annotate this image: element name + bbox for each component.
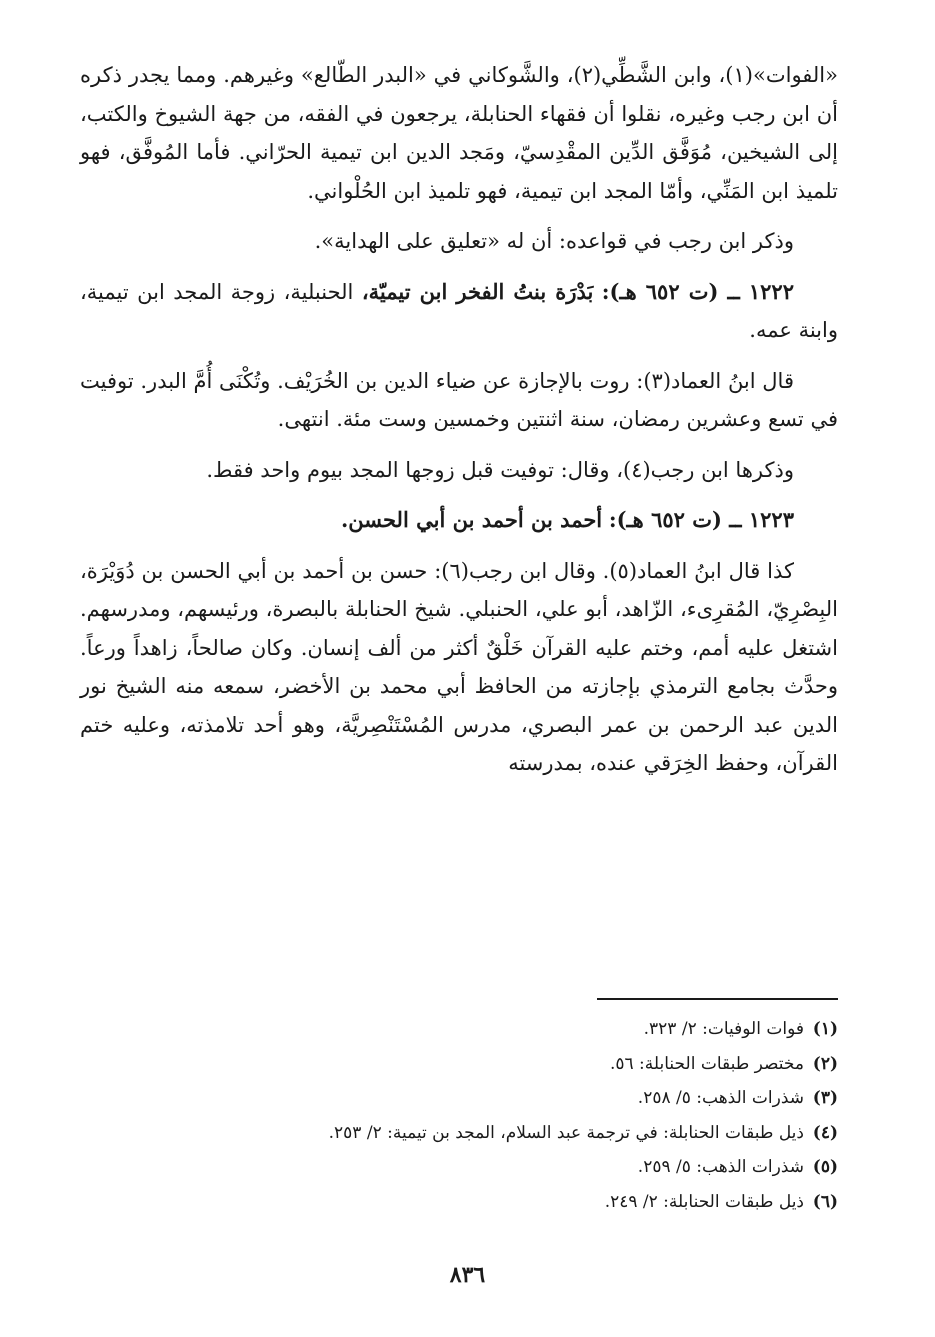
paragraph-rajab-qawaid: وذكر ابن رجب في قواعده: أن له «تعليق على الهداية». [314,229,794,253]
footnote-6 [80,1185,838,1220]
footnote-4 [80,1116,838,1151]
footnote-text: ذيل طبقات الحنابلة: في ترجمة عبد السلام، المجد بن تيمية: ٢/ ٢٥٣. [328,1122,804,1143]
entry-1222-rest: الحنبلية، زوجة المجد ابن تيمية، وابنة عمه. [80,279,838,342]
footnote-number: (١) [812,1019,838,1039]
entry-1223-name: أحمد بن أحمد بن أبي الحسن. [340,507,603,532]
footnote-text: مختصر طبقات الحنابلة: ٥٦. [609,1053,804,1074]
entry-1222-name: بَدْرَة بنتُ الفخر ابن تيميّة، [361,278,594,304]
entry-1222-number: ١٢٢٢ ــ (ت ٦٥٢ هـ): [601,278,794,304]
footnote-number: (٤) [812,1122,838,1143]
footnote-1 [80,1012,838,1047]
page-number: ٨٣٦ [449,1262,486,1288]
paragraph-ibn-duwayra: كذا قال ابنُ العماد(٥). وقال ابن رجب(٦): حسن بن أحمد بن أبي الحسن بن دُوَيْرَة، البِصْرِيّ، المُقرِىء، الزّاهد، أبو علي، الحنبلي. شيخ الحنابلة بالبصرة، ورئيسهم، ومدرسهم. اشتغل عليه أمم، وختم عليه القرآن خَلْقٌ أكثر من ألف إنسان. وكان صالحاً، زاهداً ورعاً. وحدَّث بجامع الترمذي بإجازته من الحافظ أبي محمد بن الأخضر، سمعه منه الشيخ نور الدين عبد الرحمن بن عمر البصري، مدرس المُسْتَنْصِريَّة، وهو أحد تلامذته، وعليه ختم القرآن، وحفظ الخِرَقي عنده، بمدرسته [80,558,838,775]
entry-1222 [80,273,838,350]
footnote-3 [80,1081,838,1116]
entry-1223 [80,501,838,540]
footnote-number: (٣) [812,1088,838,1108]
footnote-number: (٥) [812,1157,838,1177]
entry-1223-number: ١٢٢٣ ــ (ت ٦٥٢ هـ): [608,507,794,532]
paragraph-intro: «الفوات»(١)، وابن الشَّطِّي(٢)، والشَّوكاني في «البدر الطّالع» وغيرهم. ومما يجدر ذكره أن ابن رجب وغيره، نقلوا أن فقهاء الحنابلة، يرجعون في الفقه، من جهة الشيوخ والكتب، إلى الشيخين، مُوَفَّق الدِّين المقْدِسيّ، ومَجد الدين ابن تيمية الحرّاني. فأما المُوفَّق، فهو تلميذ ابن المَنِّي، وأمّا المجد ابن تيمية، فهو تلميذ ابن الحُلْواني. [80,63,838,203]
footnote-number: (٢) [812,1053,838,1074]
footnote-number: (٦) [812,1191,838,1212]
page-body [80,56,838,783]
footnote-text: شذرات الذهب: ٥/ ٢٥٩. [637,1157,804,1177]
footnotes [80,1012,838,1219]
footnote-5 [80,1150,838,1185]
paragraph-ibn-rajab-1: وذكرها ابن رجب(٤)، وقال: توفيت قبل زوجها المجد بيوم واحد فقط. [206,457,794,482]
footnote-text: شذرات الذهب: ٥/ ٢٥٨. [637,1088,804,1108]
footnote-text: ذيل طبقات الحنابلة: ٢/ ٢٤٩. [604,1191,804,1212]
footnote-divider [597,998,838,1000]
paragraph-ibn-imad-1: قال ابنُ العماد(٣): روت بالإجازة عن ضياء الدين بن الخُرَيْف. وتُكْنَى أُمَّ البدر. توفيت في تسع وعشرين رمضان، سنة اثنتين وخمسين وست مئة. انتهى. [80,368,838,431]
footnote-text: فوات الوفيات: ٢/ ٣٢٣. [643,1019,804,1039]
footnote-2 [80,1047,838,1082]
